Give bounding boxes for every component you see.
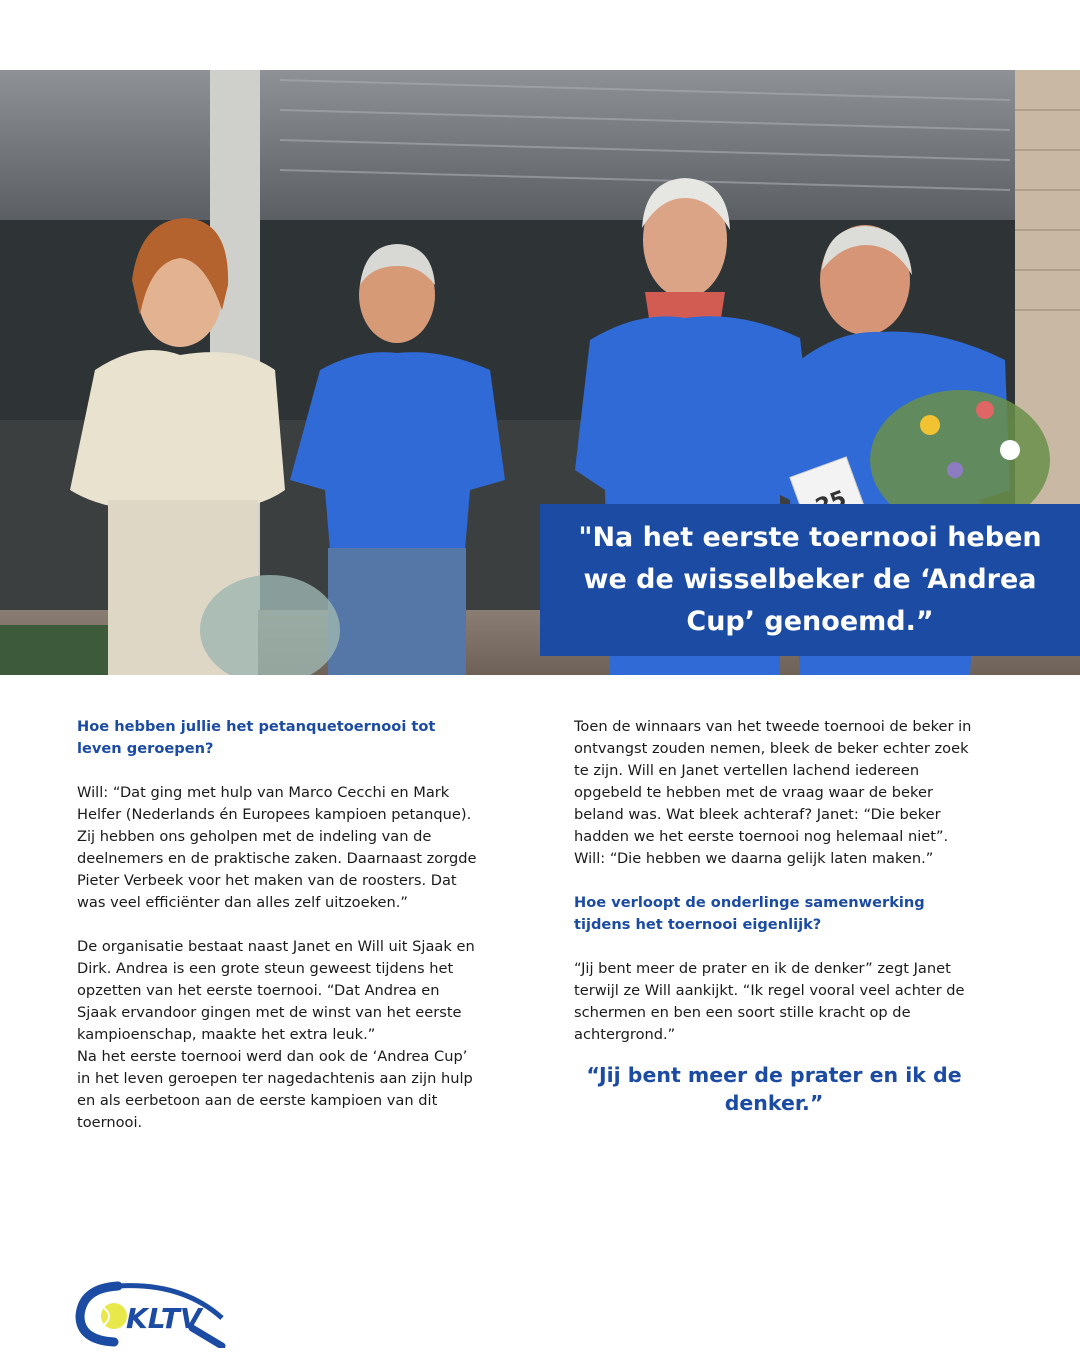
left-column <box>77 716 477 1134</box>
right-column <box>574 716 974 1046</box>
hero-quote: "Na het eerste toernooi heben we de wisselbeker de ‘Andrea Cup’ genoemd.” <box>540 504 1080 656</box>
right-question: Hoe verloopt de onderlinge samenwerking tijdens het toernooi eigenlijk? <box>574 894 925 933</box>
right-paragraph-1: Toen de winnaars van het tweede toernooi de beker in ontvangst zouden nemen, bleek de beker echter zoek te zijn. Will en Janet vertellen lachend iedereen opgebeld te hebben met de vraag waar de beker beland was. Wat bleek achteraf? Janet: “Die beker hadden we het eerste toernooi nog helemaal niet”. Will: “Die hebben we daarna gelijk laten maken.” <box>574 718 972 867</box>
left-answer-3: Na het eerste toernooi werd dan ook de ‘Andrea Cup’ in het leven geroepen ter nagedachtenis aan zijn hulp en als eerbetoon aan de eerste kampioen van dit toernooi. <box>77 1048 473 1131</box>
pull-quote: “Jij bent meer de prater en ik de denker.” <box>586 1063 962 1115</box>
kltv-logo <box>72 1278 232 1348</box>
left-question: Hoe hebben jullie het petanquetoernooi tot leven geroepen? <box>77 718 436 757</box>
logo-text: KLTV <box>126 1302 202 1335</box>
kltv-tennis-ball-logo-icon <box>72 1278 232 1348</box>
right-paragraph-2: “Jij bent meer de prater en ik de denker” zegt Janet terwijl ze Will aankijkt. “Ik regel vooral veel achter de schermen en ben een soort stille kracht op de achtergrond.” <box>574 960 965 1043</box>
left-answer-1: Will: “Dat ging met hulp van Marco Cecchi en Mark Helfer (Nederlands én Europees kampioen petanque). Zij hebben ons geholpen met de indeling van de deelnemers en de praktische zaken. Daarnaast zorgde Pieter Verbeek voor het maken van de roosters. Dat was veel efficiënter dan alles zelf uitzoeken.” <box>77 784 477 911</box>
left-answer-2: De organisatie bestaat naast Janet en Will uit Sjaak en Dirk. Andrea is een grote steun geweest tijdens het opzetten van het eerste toernooi. “Dat Andrea en Sjaak ervandoor gingen met de winst van het eerste kampioenschap, maakte het extra leuk.” <box>77 938 475 1043</box>
